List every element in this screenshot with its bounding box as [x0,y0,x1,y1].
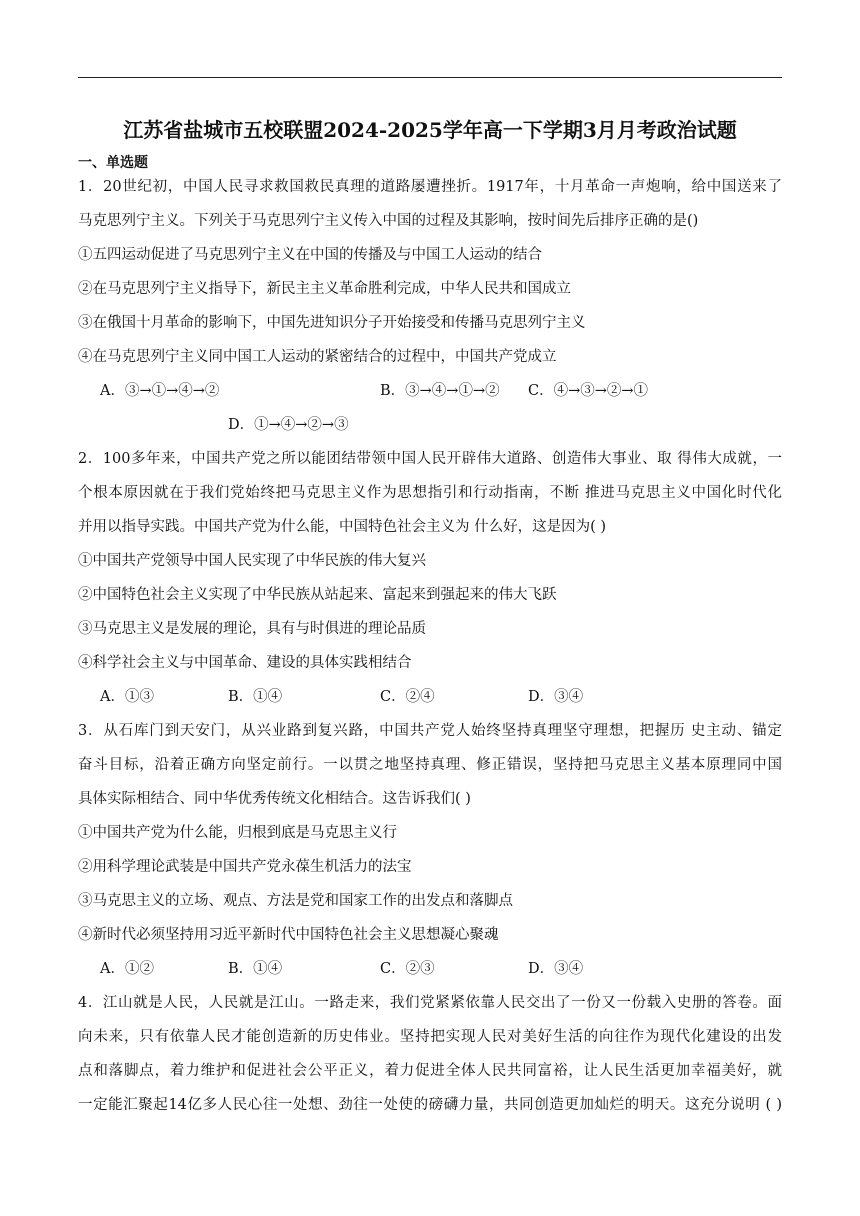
section-heading: 一、单选题 [78,155,148,171]
exam-title: 江苏省盐城市五校联盟2024-2025学年高一下学期3月月考政治试题 [123,118,737,142]
q4-stem-line-2: 向未来，只有依靠人民才能创造新的历史伟业。坚持把实现人民对美好生活的向往作为现代化建设的出发 [78,1029,782,1045]
q1-statement-3: ③在俄国十月革命的影响下，中国先进知识分子开始接受和传播马克思列宁主义 [78,315,586,331]
q3-option-d[interactable]: D．③④ [528,961,584,977]
q1-option-b[interactable]: B．③→④→①→② [380,383,500,399]
q1-option-c[interactable]: C．④→③→②→① [528,383,649,399]
q4-stem-line-4: 一定能汇聚起14亿多人民心往一处想、劲往一处使的磅礴力量，共同创造更加灿烂的明天。这充分说明 ( ) [78,1097,782,1113]
q3-statement-4: ④新时代必须坚持用习近平新时代中国特色社会主义思想凝心聚魂 [78,927,499,943]
q1-statement-2: ②在马克思列宁主义指导下，新民主主义革命胜利完成，中华人民共和国成立 [78,281,571,297]
q3-option-b[interactable]: B．①④ [228,961,283,977]
q3-option-c[interactable]: C．②③ [380,961,435,977]
q2-stem-line-3: 并用以指导实践。中国共产党为什么能，中国特色社会主义为 什么好，这是因为( ) [78,519,607,535]
q2-statement-4: ④科学社会主义与中国革命、建设的具体实践相结合 [78,655,412,671]
q3-stem-line-1: 3．从石库门到天安门，从兴业路到复兴路，中国共产党人始终坚持真理坚守理想，把握历 史主动、锚定 [78,723,782,739]
q2-stem-line-2: 个根本原因就在于我们党始终把马克思主义作为思想指引和行动指南，不断 推进马克思主义中国化时代化 [78,485,782,501]
q3-stem-line-3: 具体实际相结合、同中华优秀传统文化相结合。这告诉我们( ) [78,791,471,807]
q1-stem-line-1: 1．20世纪初，中国人民寻求救国救民真理的道路屡遭挫折。1917年，十月革命一声炮响，给中国送来了 [78,179,782,195]
q2-option-d[interactable]: D．③④ [528,689,584,705]
q2-statement-2: ②中国特色社会主义实现了中华民族从站起来、富起来到强起来的伟大飞跃 [78,587,557,603]
q2-stem-line-1: 2．100多年来，中国共产党之所以能团结带领中国人民开辟伟大道路、创造伟大事业、取 得伟大成就，一 [78,451,782,467]
q1-statement-1: ①五四运动促进了马克思列宁主义在中国的传播及与中国工人运动的结合 [78,247,542,263]
q1-option-d[interactable]: D．①→④→②→③ [228,417,349,433]
q2-statement-1: ①中国共产党领导中国人民实现了中华民族的伟大复兴 [78,553,426,569]
q1-statement-4: ④在马克思列宁主义同中国工人运动的紧密结合的过程中，中国共产党成立 [78,349,557,365]
q4-stem-line-3: 点和落脚点，着力维护和促进社会公平正义，着力促进全体人民共同富裕，让人民生活更加幸福美好，就 [78,1063,782,1079]
q2-option-c[interactable]: C．②④ [380,689,435,705]
q3-stem-line-2: 奋斗目标，沿着正确方向坚定前行。一以贯之地坚持真理、修正错误，坚持把马克思主义基本原理同中国 [78,757,782,773]
header-rule [78,77,782,78]
q3-option-a[interactable]: A．①② [100,961,154,977]
q1-option-a[interactable]: A．③→①→④→② [100,383,220,399]
q2-statement-3: ③马克思主义是发展的理论，具有与时俱进的理论品质 [78,621,426,637]
q2-option-a[interactable]: A．①③ [100,689,154,705]
q1-stem-line-2: 马克思列宁主义。下列关于马克思列宁主义传入中国的过程及其影响，按时间先后排序正确的是() [78,213,699,229]
q3-statement-3: ③马克思主义的立场、观点、方法是党和国家工作的出发点和落脚点 [78,893,513,909]
q2-option-b[interactable]: B．①④ [228,689,283,705]
q3-statement-1: ①中国共产党为什么能，归根到底是马克思主义行 [78,825,397,841]
q3-statement-2: ②用科学理论武装是中国共产党永葆生机活力的法宝 [78,859,412,875]
q4-stem-line-1: 4．江山就是人民，人民就是江山。一路走来，我们党紧紧依靠人民交出了一份又一份载入史册的答卷。面 [78,995,782,1011]
